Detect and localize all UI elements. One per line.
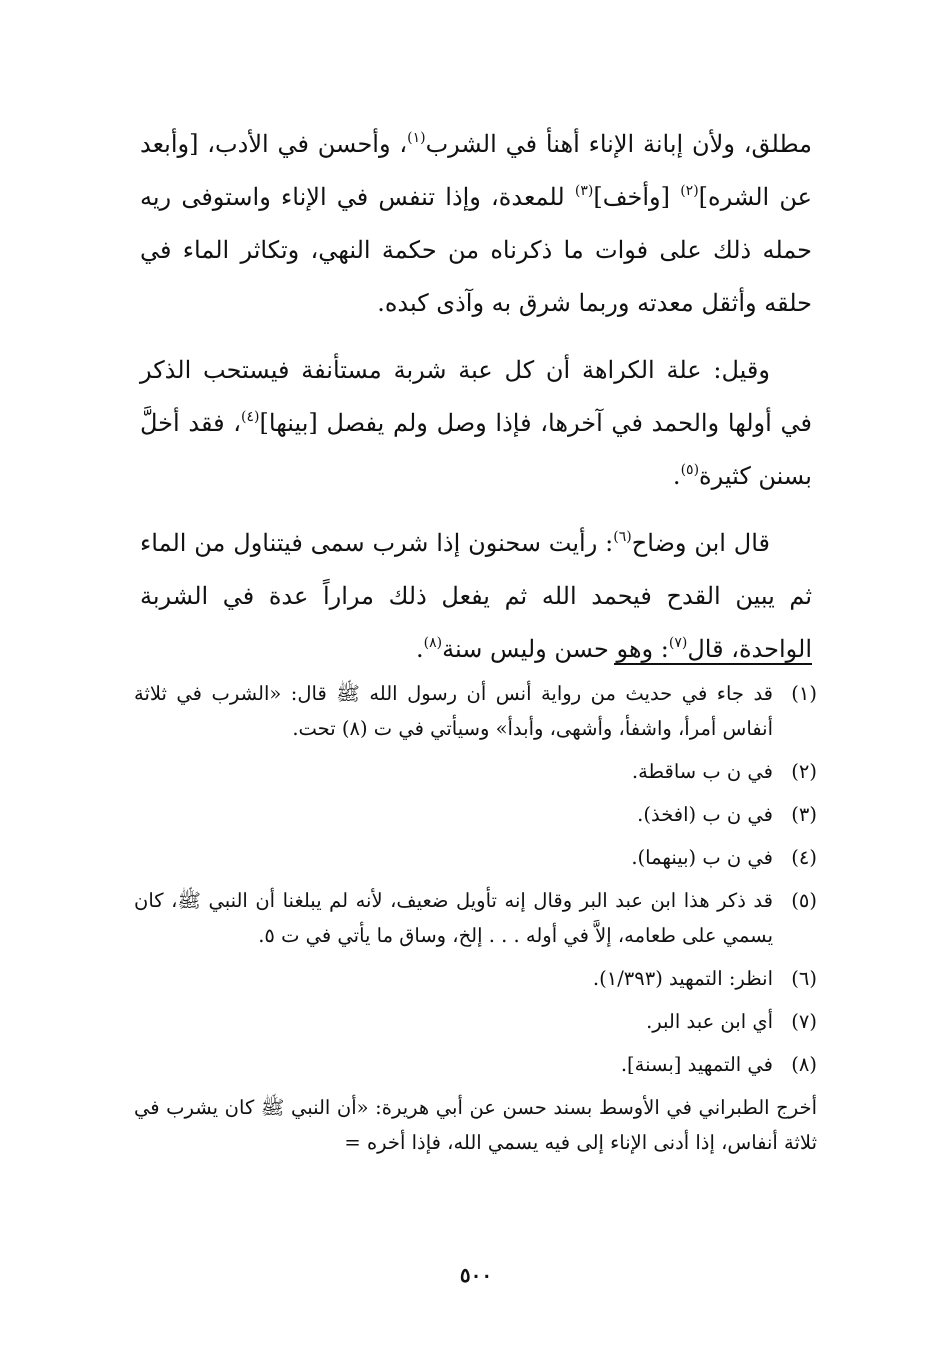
footnote-text: في ن ب (بينهما). — [631, 846, 773, 869]
footnote-6 — [134, 961, 817, 996]
footnote-text: في ن ب ساقطة. — [631, 760, 773, 783]
footnote-1 — [134, 676, 817, 746]
paragraph-1-text-d: للمعدة، وإذا تنفس في الإناء واستوفى ريه حمله ذلك على فوات ما ذكرناه من حكمة النهي، وتكاثر الماء في حلقه وأثقل معدته وربما شرق به وآذى كبده. — [140, 183, 812, 317]
footnote-text: في ن ب (افخذ). — [637, 803, 773, 826]
footnote-text: قد جاء في حديث من رواية أنس أن رسول الله ﷺ قال: «الشرب في ثلاثة أنفاس أمرأ، واشفأ، وأشهى، وأبدأ» وسيأتي في ت (٨) تحت. — [134, 682, 773, 740]
footnote-5 — [134, 883, 817, 953]
footnote-ref-4: (٤) — [241, 409, 260, 425]
footnote-number: (٨) — [791, 1053, 817, 1076]
footnote-number: (٤) — [791, 846, 817, 869]
footnote-3 — [134, 797, 817, 832]
footnote-text: في التمهيد [بسنة]. — [620, 1053, 773, 1076]
paragraph-3-text-d: . — [416, 635, 424, 663]
footnote-2 — [134, 754, 817, 789]
footnote-number: (٣) — [791, 803, 817, 826]
paragraph-3-text: قال ابن وضاح — [631, 529, 771, 557]
footnote-number: (٥) — [791, 889, 817, 912]
paragraph-2-text-b: ، فقد أخلَّ بسنن كثيرة — [140, 409, 812, 490]
footnotes — [134, 676, 817, 1160]
paragraph-2 — [140, 344, 812, 503]
footnote-text: انظر: التمهيد (١/٣٩٣). — [592, 967, 773, 990]
footnote-text: أي ابن عبد البر. — [646, 1010, 773, 1033]
footnote-4 — [134, 840, 817, 875]
paragraph-1 — [140, 118, 812, 330]
footnote-ref-7: (٧) — [668, 635, 688, 651]
footnote-number: (١) — [791, 682, 817, 705]
footnote-ref-3: (٣) — [574, 183, 594, 199]
page-number: ٥٠٠ — [459, 1263, 493, 1287]
paragraph-3 — [140, 517, 812, 676]
paragraph-1-text-b: ، وأحسن في الأدب، [وأبعد عن الشره] — [140, 130, 812, 211]
footnote-7 — [134, 1004, 817, 1039]
footnote-number: (٦) — [791, 967, 817, 990]
footnote-ref-2: (٢) — [680, 183, 699, 199]
paragraph-3-text-c: : وهو حسن وليس سنة — [442, 635, 669, 663]
footnote-ref-8: (٨) — [423, 635, 443, 651]
footnote-ref-5: (٥) — [680, 462, 700, 478]
footnote-text: قد ذكر هذا ابن عبد البر وقال إنه تأويل ضعيف، لأنه لم يبلغنا أن النبي ﷺ، كان يسمي على طعامه، إلاَّ في أوله . . . إلخ، وساق ما يأتي في ت ٥. — [134, 889, 773, 947]
footnote-ref-6: (٦) — [613, 529, 632, 545]
paragraph-1-text: مطلق، ولأن إبانة الإناء أهنأ في الشرب — [425, 130, 812, 158]
footnote-number: (٧) — [791, 1010, 817, 1033]
footnote-number: (٢) — [791, 760, 817, 783]
footnote-separator — [614, 663, 812, 665]
paragraph-2-text-c: . — [672, 462, 681, 490]
paragraph-2-text: وقيل: علة الكراهة أن كل عبة شربة مستأنفة فيستحب الذكر في أولها والحمد في آخرها، فإذا وصل ولم يفصل [بينها] — [140, 356, 812, 437]
footnote-ref-1: (١) — [407, 130, 426, 146]
footnote-8 — [134, 1047, 817, 1082]
footnote-continuation: أخرج الطبراني في الأوسط بسند حسن عن أبي هريرة: «أن النبي ﷺ كان يشرب في ثلاثة أنفاس، إذا أدنى الإناء إلى فيه يسمي الله، فإذا أخره = — [134, 1096, 817, 1154]
paragraph-3-text-b: : رأيت سحنون إذا شرب سمى فيتناول من الماء ثم يبين القدح فيحمد الله ثم يفعل ذلك مراراً عدة في الشربة الواحدة، قال — [140, 529, 812, 663]
paragraph-1-text-c: [وأخف] — [593, 183, 681, 211]
main-text — [140, 118, 812, 690]
